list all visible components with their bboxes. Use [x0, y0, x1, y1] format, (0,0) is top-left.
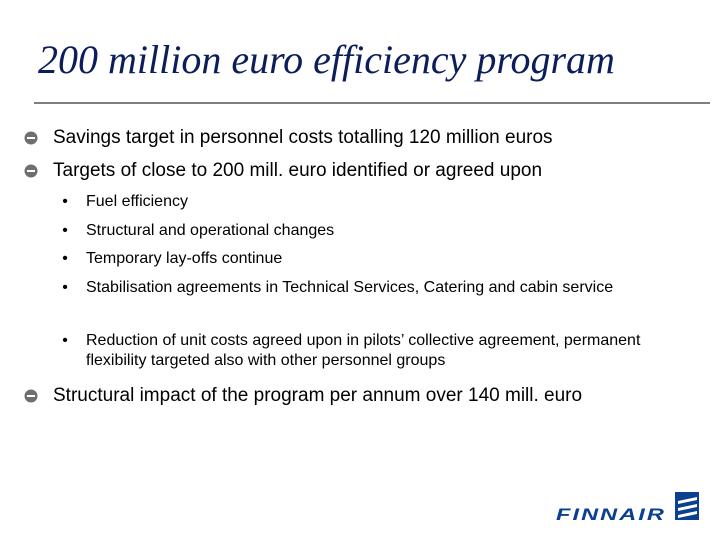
bullet-text: Structural impact of the program per annum over 140 mill. euro — [53, 385, 583, 406]
sub-bullet-text: Temporary lay-offs continue — [86, 250, 283, 267]
bullet-text: Targets of close to 200 mill. euro identified or agreed upon — [53, 160, 543, 181]
bullet-dot: • — [62, 193, 68, 210]
bullet-dot: • — [62, 222, 68, 239]
sub-bullet-item — [62, 331, 696, 371]
bullet-text: Savings target in personnel costs totalling 120 million euros — [53, 127, 553, 148]
bullet-dot: • — [62, 332, 68, 349]
logo-wordmark: FINNAIR — [556, 505, 666, 522]
sub-bullet-item — [62, 221, 696, 241]
sub-bullet-text: Reduction of unit costs agreed upon in pilots’ collective agreement, permanent flexibility targeted also with other personnel groups — [86, 332, 641, 369]
sub-bullet-text: Fuel efficiency — [86, 193, 188, 210]
slide-title: 200 million euro efficiency program — [38, 37, 615, 82]
sub-bullet-item — [62, 192, 696, 212]
sub-bullet-item — [62, 249, 696, 269]
title-divider — [34, 102, 710, 104]
sub-bullet-item — [62, 278, 696, 298]
bullet-dot: • — [62, 279, 68, 296]
circle-minus-icon — [24, 389, 38, 403]
sub-bullet-text: Structural and operational changes — [86, 222, 335, 239]
sub-bullet-text: Stabilisation agreements in Technical Services, Catering and cabin service — [86, 279, 614, 296]
finnair-logo — [556, 488, 701, 522]
bullet-dot: • — [62, 250, 68, 267]
circle-minus-icon — [24, 164, 38, 178]
circle-minus-icon — [24, 131, 38, 145]
